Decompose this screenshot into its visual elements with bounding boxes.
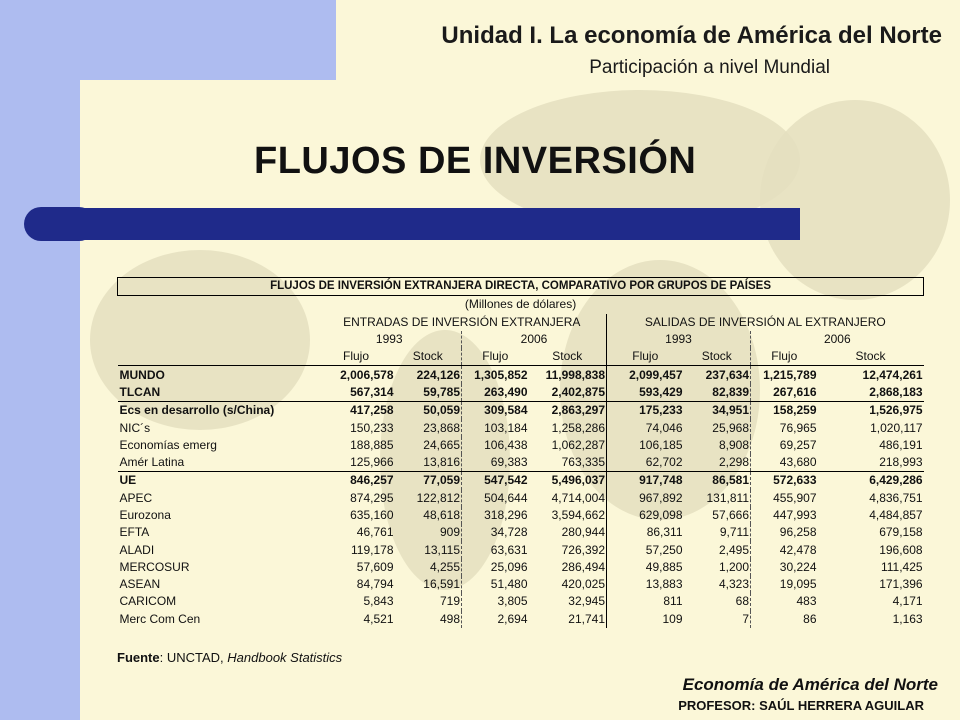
value-cell: 77,059 (395, 472, 462, 490)
table-row (118, 472, 924, 490)
value-cell: 4,255 (395, 559, 462, 576)
value-cell: 593,429 (639, 384, 683, 399)
value-cell: 4,323 (684, 576, 751, 593)
value-cell: 131,811 (684, 490, 751, 507)
value-cell: 1,215,789 (751, 366, 818, 384)
table-row (118, 524, 924, 541)
year-header: 1993 (607, 331, 751, 348)
course-name: Economía de América del Norte (682, 675, 938, 694)
value-cell: 679,158 (879, 525, 923, 540)
table-row (118, 541, 924, 558)
source-text: : UNCTAD, (159, 650, 228, 665)
subheader-cell: Flujo (342, 349, 369, 364)
value-cell: 24,665 (395, 437, 462, 454)
row-label: APEC (119, 490, 153, 505)
value-cell: 309,584 (462, 402, 529, 420)
value-cell: 280,944 (529, 524, 607, 541)
value-cell: 4,714,004 (529, 490, 607, 507)
value-cell: 16,591 (395, 576, 462, 593)
value-cell: 2,863,297 (529, 402, 607, 420)
value-cell: 57,250 (645, 542, 683, 557)
value-cell: 62,702 (645, 455, 683, 470)
value-cell: 25,096 (490, 559, 528, 574)
value-cell: 109 (662, 611, 683, 626)
value-cell: 106,438 (484, 437, 528, 452)
table-row (118, 384, 924, 402)
value-cell: 547,542 (462, 472, 529, 490)
table-row (118, 593, 924, 610)
value-cell: 486,191 (879, 437, 923, 452)
table-row (118, 507, 924, 524)
row-label: Economías emerg (119, 437, 217, 452)
value-cell: 4,171 (892, 594, 923, 609)
value-cell: 68 (684, 593, 751, 610)
value-cell: 4,484,857 (869, 508, 923, 522)
value-cell: 46,761 (356, 525, 394, 540)
table-row (118, 454, 924, 472)
value-cell: 498 (395, 611, 462, 628)
unit-title: Unidad I. La economía de América del Norte (441, 22, 942, 49)
value-cell: 86 (803, 611, 817, 626)
value-cell: 57,609 (356, 559, 394, 574)
value-cell: 51,480 (490, 577, 528, 592)
investment-table (117, 277, 924, 628)
value-cell: 2,868,183 (869, 384, 923, 399)
value-cell: 447,993 (773, 508, 817, 522)
page-title: FLUJOS DE INVERSIÓN (254, 140, 697, 182)
professor-name: PROFESOR: SAÚL HERRERA AGUILAR (678, 698, 924, 713)
value-cell: 2,099,457 (607, 366, 684, 384)
value-cell: 237,634 (684, 366, 751, 384)
value-cell: 34,728 (490, 525, 528, 540)
value-cell: 69,257 (779, 437, 817, 452)
value-cell: 455,907 (773, 490, 817, 505)
value-cell: 1,305,852 (462, 366, 529, 384)
row-label: Eurozona (119, 508, 171, 522)
value-cell: 5,843 (363, 594, 394, 609)
value-cell: 34,951 (684, 402, 751, 420)
top-decor-band (0, 0, 336, 80)
value-cell: 1,020,117 (870, 420, 923, 435)
value-cell: 1,163 (892, 611, 923, 626)
value-cell: 1,200 (684, 559, 751, 576)
row-label: UE (118, 472, 318, 490)
value-cell: 9,711 (684, 524, 751, 541)
source-italic: Handbook Statistics (227, 650, 343, 665)
subheader-cell: Stock (529, 348, 607, 366)
value-cell: 125,966 (350, 455, 394, 470)
subheader-cell: Flujo (771, 349, 798, 364)
source-note (117, 650, 342, 665)
value-cell: 188,885 (350, 437, 394, 452)
value-cell: 726,392 (529, 541, 607, 558)
value-cell: 111,425 (880, 559, 923, 574)
value-cell: 917,748 (607, 472, 684, 490)
value-cell: 1,526,975 (818, 402, 924, 420)
value-cell: 150,233 (350, 420, 394, 435)
subheader-cell: Flujo (482, 349, 509, 364)
value-cell: 84,794 (356, 577, 394, 592)
group-header-out: SALIDAS DE INVERSIÓN AL EXTRANJERO (644, 314, 886, 329)
value-cell: 23,868 (395, 419, 462, 436)
value-cell: 967,892 (639, 490, 683, 505)
value-cell: 2,694 (497, 611, 528, 626)
value-cell: 318,296 (484, 508, 528, 522)
group-header-in: ENTRADAS DE INVERSIÓN EXTRANJERA (318, 314, 607, 331)
value-cell: 11,998,838 (529, 366, 607, 384)
value-cell: 420,025 (529, 576, 607, 593)
accent-bar (60, 208, 800, 240)
table-row (118, 490, 924, 507)
value-cell: 635,160 (350, 508, 394, 522)
value-cell: 69,383 (490, 455, 528, 470)
value-cell: 158,259 (751, 402, 818, 420)
row-label: Ecs en desarrollo (s/China) (118, 402, 318, 420)
table-row (118, 576, 924, 593)
table-row (118, 366, 924, 384)
value-cell: 719 (395, 593, 462, 610)
row-label: CARICOM (119, 594, 177, 609)
value-cell: 224,126 (395, 366, 462, 384)
value-cell: 57,666 (684, 507, 751, 524)
row-label: Merc Com Cen (119, 611, 201, 626)
value-cell: 63,631 (490, 542, 528, 557)
table-row (118, 402, 924, 420)
value-cell: 86,581 (684, 472, 751, 490)
value-cell: 504,644 (484, 490, 528, 505)
row-label: TLCAN (119, 384, 161, 399)
value-cell: 7 (684, 611, 751, 628)
value-cell: 263,490 (484, 384, 528, 399)
value-cell: 874,295 (350, 490, 394, 505)
map-blob-asia (760, 100, 950, 300)
left-decor-band (0, 0, 80, 720)
value-cell: 30,224 (779, 559, 817, 574)
year-header: 1993 (318, 331, 462, 348)
value-cell: 572,633 (751, 472, 818, 490)
row-label: Amér Latina (119, 455, 185, 470)
value-cell: 629,098 (639, 508, 683, 522)
value-cell: 76,965 (779, 420, 817, 435)
value-cell: 3,805 (497, 594, 528, 609)
value-cell: 8,908 (684, 437, 751, 454)
value-cell: 13,115 (395, 541, 462, 558)
value-cell: 1,062,287 (529, 437, 607, 454)
value-cell: 6,429,286 (818, 472, 924, 490)
table-title: FLUJOS DE INVERSIÓN EXTRANJERA DIRECTA, COMPARATIVO POR GRUPOS DE PAÍSES (118, 278, 924, 296)
value-cell: 171,396 (879, 577, 923, 592)
value-cell: 1,258,286 (529, 419, 607, 436)
value-cell: 3,594,662 (529, 507, 607, 524)
value-cell: 2,006,578 (318, 366, 395, 384)
value-cell: 763,335 (529, 454, 607, 472)
value-cell: 12,474,261 (818, 366, 924, 384)
value-cell: 59,785 (395, 384, 462, 402)
value-cell: 567,314 (350, 384, 394, 399)
value-cell: 103,184 (484, 420, 528, 435)
value-cell: 122,812 (395, 490, 462, 507)
value-cell: 48,618 (395, 507, 462, 524)
subheader-cell: Stock (855, 349, 886, 364)
value-cell: 846,257 (318, 472, 395, 490)
value-cell: 218,993 (879, 455, 923, 470)
value-cell: 119,178 (351, 542, 394, 557)
table-row (118, 419, 924, 436)
value-cell: 267,616 (773, 384, 817, 399)
value-cell: 175,233 (607, 402, 684, 420)
row-label: MUNDO (118, 366, 318, 384)
value-cell: 417,258 (318, 402, 395, 420)
subheader-cell: Stock (684, 348, 751, 366)
table-row (118, 559, 924, 576)
value-cell: 2,495 (684, 541, 751, 558)
value-cell: 5,496,037 (529, 472, 607, 490)
value-cell: 19,095 (779, 577, 817, 592)
row-label: NIC´s (119, 420, 151, 435)
value-cell: 2,298 (684, 454, 751, 472)
value-cell: 286,494 (529, 559, 607, 576)
value-cell: 483 (796, 594, 817, 609)
year-header: 2006 (823, 332, 851, 347)
table-row (118, 611, 924, 628)
row-label: EFTA (119, 525, 150, 540)
value-cell: 74,046 (645, 420, 683, 435)
table-row (118, 437, 924, 454)
row-label: ALADI (119, 542, 155, 557)
value-cell: 42,478 (779, 542, 817, 557)
value-cell: 21,741 (529, 611, 607, 628)
value-cell: 4,521 (363, 611, 394, 626)
subheader-cell: Stock (395, 348, 462, 366)
value-cell: 86,311 (646, 525, 683, 540)
value-cell: 13,883 (645, 577, 683, 592)
value-cell: 32,945 (529, 593, 607, 610)
value-cell: 4,836,751 (869, 490, 923, 505)
value-cell: 909 (395, 524, 462, 541)
value-cell: 43,680 (779, 455, 817, 470)
year-header: 2006 (462, 331, 607, 348)
value-cell: 25,968 (684, 419, 751, 436)
value-cell: 2,402,875 (529, 384, 607, 402)
row-label: MERCOSUR (119, 559, 190, 574)
value-cell: 196,608 (879, 542, 923, 557)
value-cell: 106,185 (639, 437, 683, 452)
value-cell: 96,258 (779, 525, 817, 540)
subheader-cell: Flujo (632, 349, 659, 364)
row-label: ASEAN (119, 577, 161, 592)
source-label: Fuente (117, 650, 160, 665)
value-cell: 82,839 (684, 384, 751, 402)
value-cell: 49,885 (645, 559, 683, 574)
table-units: (Millones de dólares) (464, 297, 577, 312)
value-cell: 13,816 (395, 454, 462, 472)
value-cell: 50,059 (395, 402, 462, 420)
value-cell: 811 (663, 594, 683, 609)
unit-subtitle: Participación a nivel Mundial (589, 57, 830, 78)
